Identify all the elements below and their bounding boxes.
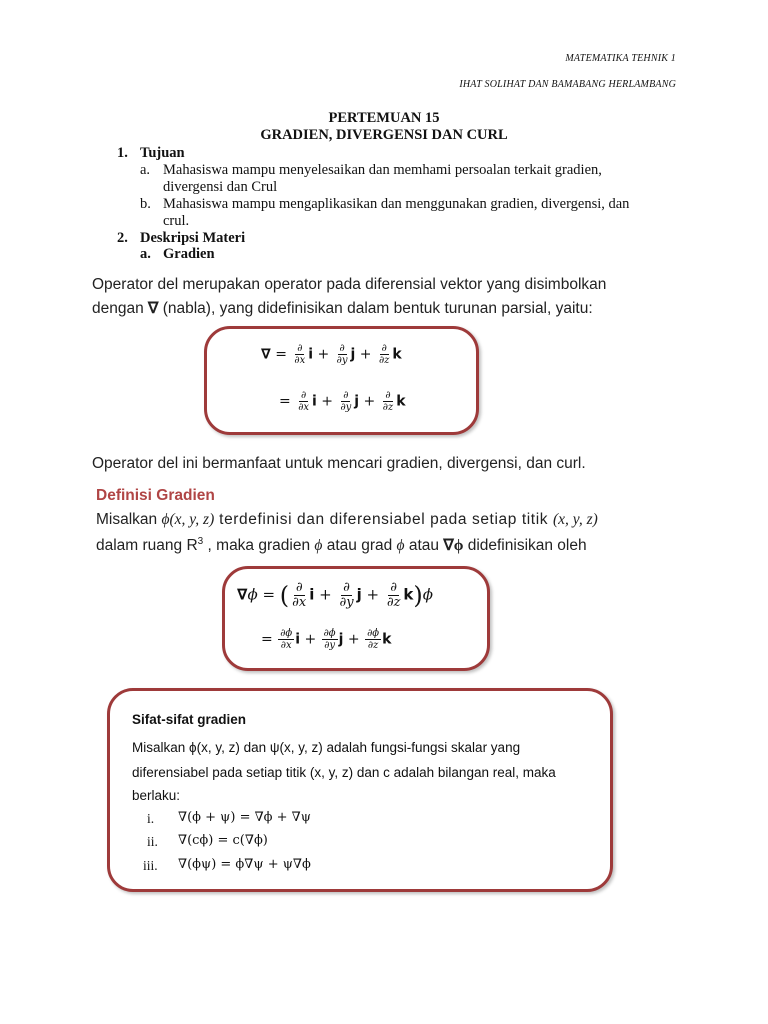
properties-text-line-1: Misalkan ϕ(x, y, z) dan ψ(x, y, z) adalah fungsi-fungsi skalar yang: [132, 740, 521, 755]
properties-text-line-2: diferensiabel pada setiap titik (x, y, z) dan c adalah bilangan real, maka: [132, 765, 556, 780]
section-1-number: 1.: [117, 145, 128, 161]
property-2-number: ii.: [147, 834, 158, 849]
property-3-number: iii.: [143, 858, 158, 873]
section-2-label: Deskripsi Materi: [140, 230, 246, 246]
page-title: PERTEMUAN 15: [328, 110, 440, 126]
property-1-formula: ∇(ϕ + ψ) = ∇ϕ + ∇ψ: [178, 810, 311, 825]
item-b-text-line1: Mahasiswa mampu mengaplikasikan dan menggunakan gradien, divergensi, dan: [163, 196, 630, 212]
operator-usage-text: Operator del ini bermanfaat untuk mencari gradien, divergensi, dan curl.: [92, 455, 586, 472]
section-1-label: Tujuan: [140, 145, 185, 161]
item-b-text-line2: crul.: [163, 213, 190, 229]
page-subtitle: GRADIEN, DIVERGENSI DAN CURL: [260, 127, 508, 143]
definition-line-2: dalam ruang $R^3$ , maka gradien ϕ atau grad ϕ atau ∇ϕ didefinisikan oleh: [96, 536, 587, 555]
item-a-letter: a.: [140, 162, 151, 178]
gradient-properties-box: [107, 688, 613, 892]
intro-line-2: dengan ∇ (nabla), yang didefinisikan dalam bentuk turunan parsial, yaitu:: [92, 300, 593, 317]
running-header-authors: IHAT SOLIHAT DAN BAMABANG HERLAMBANG: [459, 79, 676, 90]
item-a-text-line1: Mahasiswa mampu menyelesaikan dan memhami persoalan terkait gradien,: [163, 162, 602, 178]
definition-line-1: Misalkan ϕ(x, y, z) terdefinisi dan diferensiabel pada setiap titik (x, y, z): [96, 511, 598, 528]
definition-heading: Definisi Gradien: [96, 487, 215, 504]
properties-title: Sifat-sifat gradien: [132, 712, 247, 727]
del-equation-2: = $\frac{\partial}{\partial x}$ i + $\frac{\partial}{\partial y}$ j + $\frac{\partial}{\partial z}$ k: [279, 390, 406, 413]
nabla-symbol: ∇: [148, 300, 159, 317]
del-operator-box: [204, 326, 479, 435]
gradient-equation-2: = $\frac{\partial\phi}{\partial x}$ i + $\frac{\partial\phi}{\partial y}$ j + $\frac{\partial\phi}{\partial z}$ k: [261, 628, 392, 651]
properties-text-line-3: berlaku:: [132, 788, 181, 803]
item-b-letter: b.: [140, 196, 151, 212]
section-2a-letter: a.: [140, 246, 151, 262]
section-2a-label: Gradien: [163, 246, 215, 262]
del-equation-1: ∇ = $\frac{\partial}{\partial x}$ i + $\frac{\partial}{\partial y}$ j + $\frac{\partial}{\partial z}$ k: [261, 343, 402, 366]
gradient-formula-box: [222, 566, 490, 671]
section-2-number: 2.: [117, 230, 128, 246]
running-header-course: MATEMATIKA TEHNIK 1: [565, 53, 676, 64]
intro-line-1: Operator del merupakan operator pada diferensial vektor yang disimbolkan: [92, 276, 607, 293]
property-2-formula: ∇(cϕ) = c(∇ϕ): [178, 833, 268, 848]
item-a-text-line2: divergensi dan Crul: [163, 179, 278, 195]
property-3-formula: ∇(ϕψ) = ϕ∇ψ + ψ∇ϕ: [178, 857, 311, 872]
property-1-number: i.: [147, 811, 155, 826]
gradient-equation-1: ∇ϕ = ( $\frac{\partial}{\partial x}$ i + $\frac{\partial}{\partial y}$ j + $\frac{\partial}{\partial z}$ k)ϕ: [237, 580, 434, 610]
